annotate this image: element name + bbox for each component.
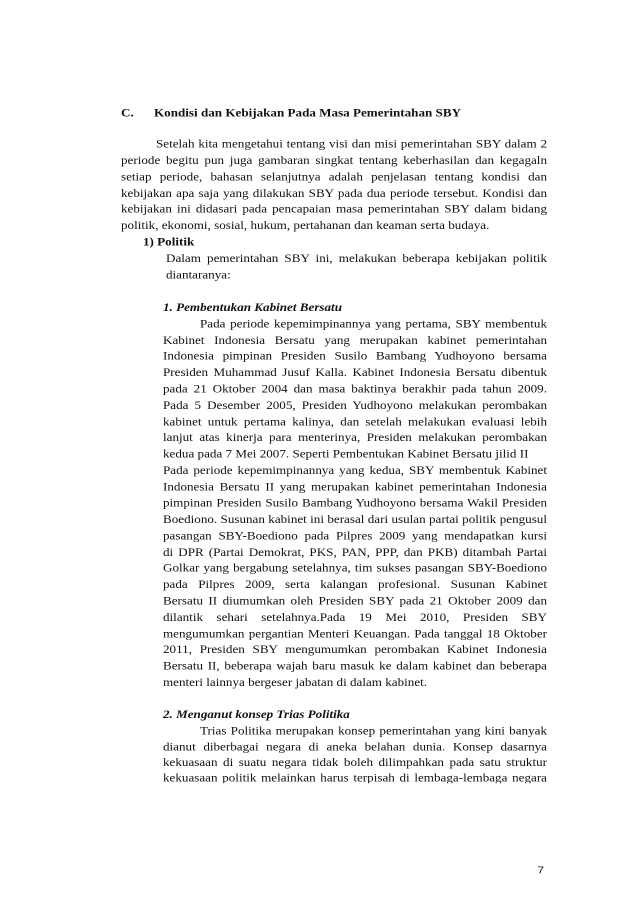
kabinet-line: kabinet untuk pertama kalinya, dan setelah melakukan evaluasi lebih [163,415,547,429]
kabinet-line: menteri lainnya bergeser jabatan di dalam kabinet. [163,675,428,689]
trias-line: kekuasaan politik melainkan harus terpisah di lembaga-lembaga negara [163,771,547,784]
kabinet-line: Bersatu II, beberapa wajah baru masuk ke dalam kabinet dan beberapa [163,659,547,673]
intro-line-6: politik, ekonomi, sosial, hukum, pertahanan dan keaman serta budaya. [121,218,490,232]
kabinet-line: Pada periode kepemimpinannya yang kedua, SBY membentuk Kabinet [163,463,547,477]
trias-line: Trias Politika merupakan konsep pemerintahan yang kini banyak [200,724,547,738]
kabinet-line: Indonesia Bersatu II yang merupakan kabinet pemerintahan Indonesia [163,480,547,494]
intro-line-1: Setelah kita mengetahui tentang visi dan misi pemerintahan SBY dalam 2 [156,137,547,151]
kabinet-line: pada Pilpres 2009, serta kalangan profesional. Susunan Kabinet [163,577,547,591]
kabinet-line: Kabinet Indonesia Bersatu yang merupakan kabinet pemerintahan [163,333,547,347]
kabinet-line: mengumumkan pergantian Menteri Keuangan. Pada tanggal 18 Oktober [163,626,547,640]
kabinet-line: dilantik sehari setelahnya.Pada 19 Mei 2010, Presiden SBY [163,610,547,624]
section-title: Kondisi dan Kebijakan Pada Masa Pemerintahan SBY [154,105,462,119]
kabinet-line: Indonesia pimpinan Presiden Susilo Bambang Yudhoyono bersama [163,349,547,363]
trias-line: dianut diberbagai negara di aneka belahan dunia. Konsep dasarnya [163,739,547,753]
intro-line-3: setiap periode, bahasan selanjutnya adalah penjelasan tentang kondisi dan [121,170,547,184]
intro-line-2: periode begitu pun juga gambaran singkat tentang keberhasilan dan kegagaln [121,153,547,167]
page-number: 7 [537,864,544,877]
kabinet-line: Presiden Muhammad Jusuf Kalla. Kabinet Indonesia Bersatu dibentuk [163,365,547,379]
kabinet-line: kedua pada 7 Mei 2007. Seperti Pembentukan Kabinet Bersatu jilid II [163,447,529,461]
trias-line: kekuasaan di suatu negara tidak boleh dilimpahkan pada satu struktur [163,755,547,769]
kabinet-line: Golkar yang bergabung setelahnya, tim sukses pasangan SBY-Boediono [163,560,547,574]
kabinet-line: pasangan SBY-Boediono pada Pilpres 2009 yang mendapatkan kursi [163,528,547,542]
politik-line-1: Dalam pemerintahan SBY ini, melakukan beberapa kebijakan politik [166,251,547,265]
kabinet-line: Bersatu II diumumkan oleh Presiden SBY pada 21 Oktober 2009 dan [163,593,547,607]
kabinet-line: 2011, Presiden SBY mengumumkan perombakan Kabinet Indonesia [163,642,547,656]
kabinet-line: pimpinan Presiden Susilo Bambang Yudhoyono bersama Wakil Presiden [163,495,547,509]
section-letter: C. [121,105,134,119]
politik-line-2: diantaranya: [166,268,231,282]
kabinet-line: Pada 5 Desember 2005, Presiden Yudhoyono melakukan perombakan [163,398,547,412]
politik-heading: 1) Politik [143,235,195,249]
kabinet-line: di DPR (Partai Demokrat, PKS, PAN, PPP, dan PKB) ditambah Partai [163,545,547,559]
kabinet-line: pada 21 Oktober 2004 dan masa baktinya berakhir pada tahun 2009. [163,382,547,396]
kabinet-heading: 1. Pembentukan Kabinet Bersatu [163,300,342,314]
kabinet-line: lanjut atas kinerja para menterinya, Presiden melakukan perombakan [163,430,547,444]
trias-heading: 2. Menganut konsep Trias Politika [163,707,350,721]
kabinet-line: Boediono. Susunan kabinet ini berasal dari usulan partai politik pengusul [163,512,547,526]
intro-line-5: kebijakan ini didasari pada pencapaian masa pemerintahan SBY dalam bidang [121,202,547,216]
intro-line-4: kebijakan apa saja yang dilakukan SBY pada dua periode tersebut. Kondisi dan [121,186,547,200]
kabinet-line: Pada periode kepemimpinannya yang pertama, SBY membentuk [200,316,547,330]
